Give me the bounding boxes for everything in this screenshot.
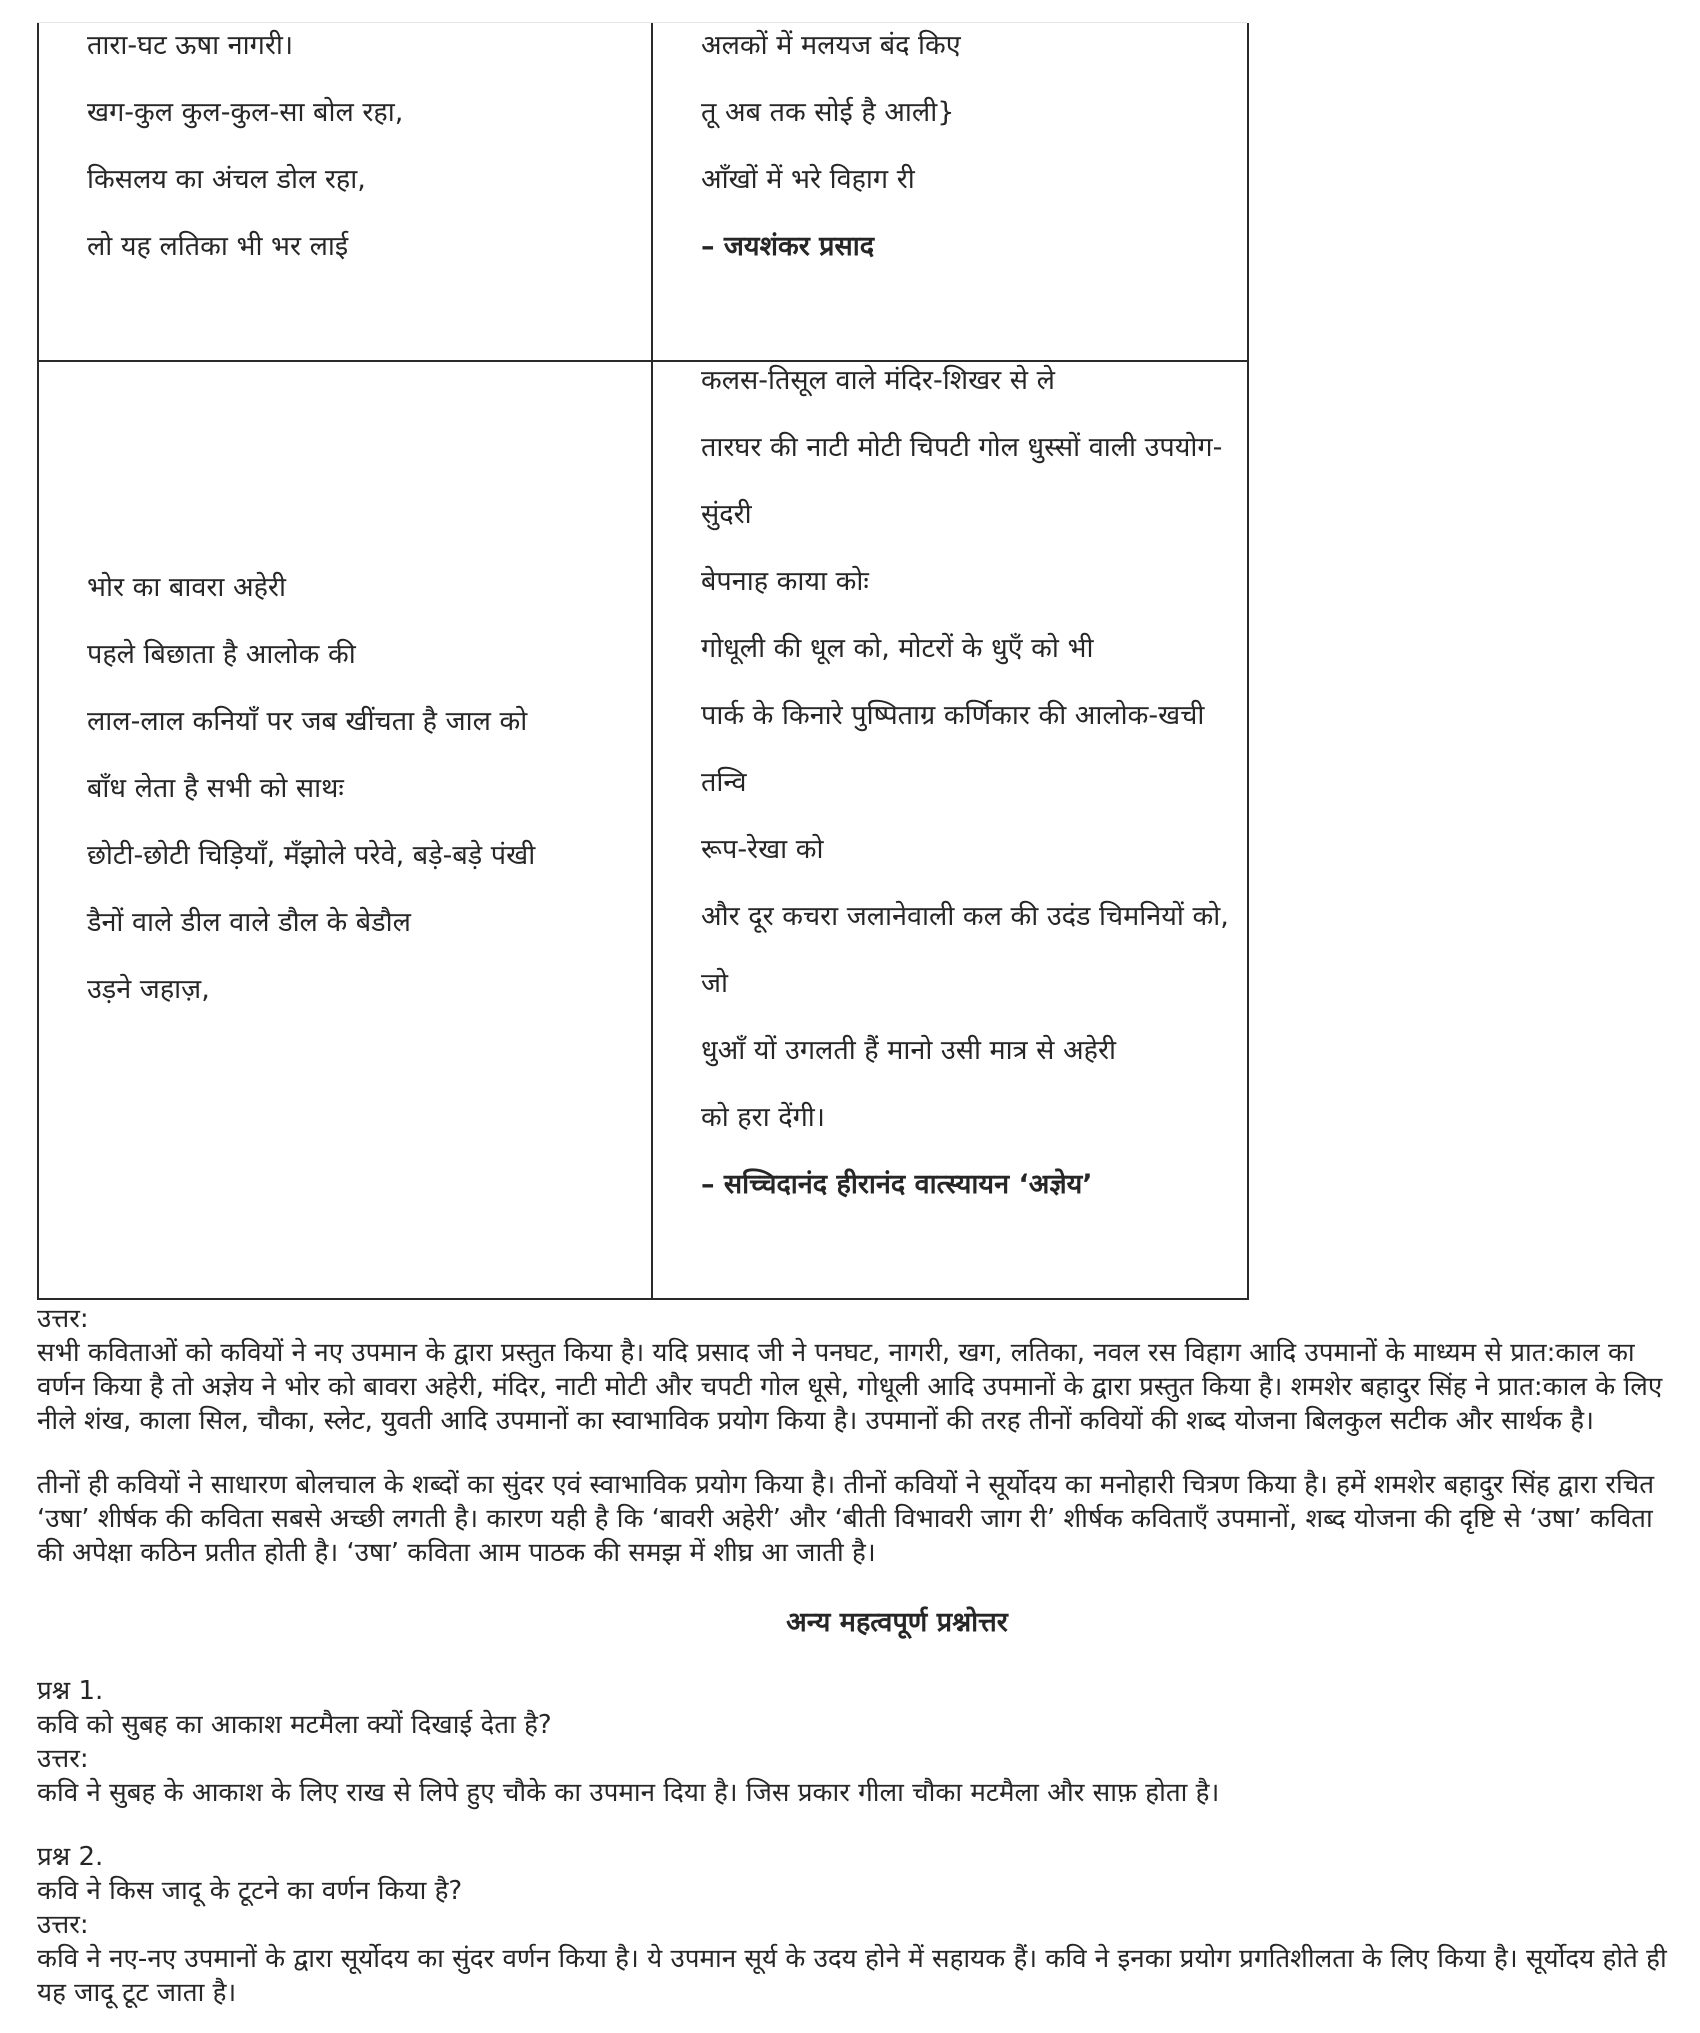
poem-author: – जयशंकर प्रसाद <box>701 231 875 262</box>
poem-line: तू अब तक सोई है आली} <box>701 97 955 128</box>
poem-line: धुआँ यों उगलती हैं मानो उसी मात्र से अहेरी <box>701 1035 1116 1066</box>
poem-line: लाल-लाल कनियाँ पर जब खींचता है जाल को <box>87 706 528 737</box>
poem-line: बेपनाह काया कोः <box>701 566 869 597</box>
table-row <box>38 361 1248 1299</box>
poem-line: भोर का बावरा अहेरी <box>87 572 286 603</box>
poem-line: किसलय का अंचल डोल रहा, <box>87 164 366 195</box>
poem-line: पार्क के किनारे पुष्पिताग्र कर्णिकार की आलोक-खची <box>701 700 1205 731</box>
poem-line: खग-कुल कुल-कुल-सा बोल रहा, <box>87 97 404 128</box>
poem-line: डैनों वाले डील वाले डौल के बेडौल <box>87 907 411 938</box>
poem-author: – सच्चिदानंद हीरानंद वात्स्यायन ‘अज्ञेय’ <box>701 1169 1093 1200</box>
table-cell-left <box>38 23 652 361</box>
poem-line: को हरा देंगी। <box>701 1102 826 1133</box>
answer-text: कवि ने सुबह के आकाश के लिए राख से लिपे हुए चौके का उपमान दिया है। जिस प्रकार गीला चौका मटमैला और साफ़ होता है। <box>37 1778 1220 1808</box>
poem-line: तन्वि <box>701 767 747 798</box>
question-text: कवि ने किस जादू के टूटने का वर्णन किया है? <box>37 1876 463 1906</box>
poem-comparison-table <box>37 23 1249 1300</box>
answer-paragraph: सभी कविताओं को कवियों ने नए उपमान के द्वारा प्रस्तुत किया है। यदि प्रसाद जी ने पनघट, नागरी, खग, लतिका, नवल रस विहाग आदि उपमानों के माध्यम से प्रात:काल का वर्णन किया है तो अज्ञेय ने भोर को बावरा अहेरी, मंदिर, नाटी मोटी और चपटी गोल धूसे, गोधूली आदि उपमानों के द्वारा प्रस्तुत किया है। शमशेर बहादुर सिंह ने प्रात:काल के लिए नीले शंख, काला सिल, चौका, स्लेट, युवती आदि उपमानों का स्वाभाविक प्रयोग किया है। उपमानों की तरह तीनों कवियों की शब्द योजना बिलकुल सटीक और सार्थक है। <box>37 1338 1663 1436</box>
answer-label: उत्तर: <box>37 1304 89 1334</box>
table-cell-right <box>652 23 1248 361</box>
poem-line: जो <box>701 968 729 999</box>
question-text: कवि को सुबह का आकाश मटमैला क्यों दिखाई देता है? <box>37 1710 552 1740</box>
poem-line: और दूर कचरा जलानेवाली कल की उदंड चिमनियों को, <box>701 901 1229 932</box>
poem-line: छोटी-छोटी चिड़ियाँ, मँझोले परेवे, बड़े-बड़े पंखी <box>87 840 536 871</box>
poem-line: तारघर की नाटी मोटी चिपटी गोल धुस्सों वाली उपयोग- <box>701 432 1223 463</box>
question-label: प्रश्न 1. <box>37 1676 104 1706</box>
poem-line: अलकों में मलयज बंद किए <box>701 30 961 61</box>
answer-paragraph: तीनों ही कवियों ने साधारण बोलचाल के शब्दों का सुंदर एवं स्वाभाविक प्रयोग किया है। तीनों कवियों ने सूर्योदय का मनोहारी चित्रण किया है। हमें शमशेर बहादुर सिंह द्वारा रचित ‘उषा’ शीर्षक की कविता सबसे अच्छी लगती है। कारण यही है कि ‘बावरी अहेरी’ और ‘बीती विभावरी जाग री’ शीर्षक कविताएँ उपमानों, शब्द योजना की दृष्टि से ‘उषा’ कविता की अपेक्षा कठिन प्रतीत होती है। ‘उषा’ कविता आम पाठक की समझ में शीघ्र आ जाती है। <box>37 1470 1655 1568</box>
poem-line: सुंदरी <box>701 499 752 530</box>
poem-line: लो यह लतिका भी भर लाई <box>87 231 349 262</box>
poem-line: उड़ने जहाज़, <box>87 974 210 1005</box>
poem-line: पहले बिछाता है आलोक की <box>87 639 356 670</box>
answer-content <box>37 1302 1677 2010</box>
answer-label: उत्तर: <box>37 1744 89 1774</box>
answer-text: कवि ने नए-नए उपमानों के द्वारा सूर्योदय का सुंदर वर्णन किया है। ये उपमान सूर्य के उदय होने में सहायक हैं। कवि ने इनका प्रयोग प्रगतिशीलता के लिए किया है। सूर्योदय होते ही यह जादू टूट जाता है। <box>37 1944 1667 2008</box>
poem-line: गोधूली की धूल को, मोटरों के धुएँ को भी <box>701 633 1094 664</box>
answer-label: उत्तर: <box>37 1910 89 1940</box>
table-cell-right <box>652 361 1248 1299</box>
poem-line: रूप-रेखा को <box>701 834 824 865</box>
table-cell-left <box>38 361 652 1299</box>
poem-line: तारा-घट ऊषा नागरी। <box>87 30 294 61</box>
table-row <box>38 23 1248 361</box>
section-heading: अन्य महत्वपूर्ण प्रश्नोत्तर <box>786 1607 1008 1638</box>
poem-line: आँखों में भरे विहाग री <box>701 164 915 195</box>
poem-line: बाँध लेता है सभी को साथः <box>87 773 344 804</box>
question-label: प्रश्न 2. <box>37 1842 104 1872</box>
poem-line: कलस-तिसूल वाले मंदिर-शिखर से ले <box>701 365 1055 396</box>
